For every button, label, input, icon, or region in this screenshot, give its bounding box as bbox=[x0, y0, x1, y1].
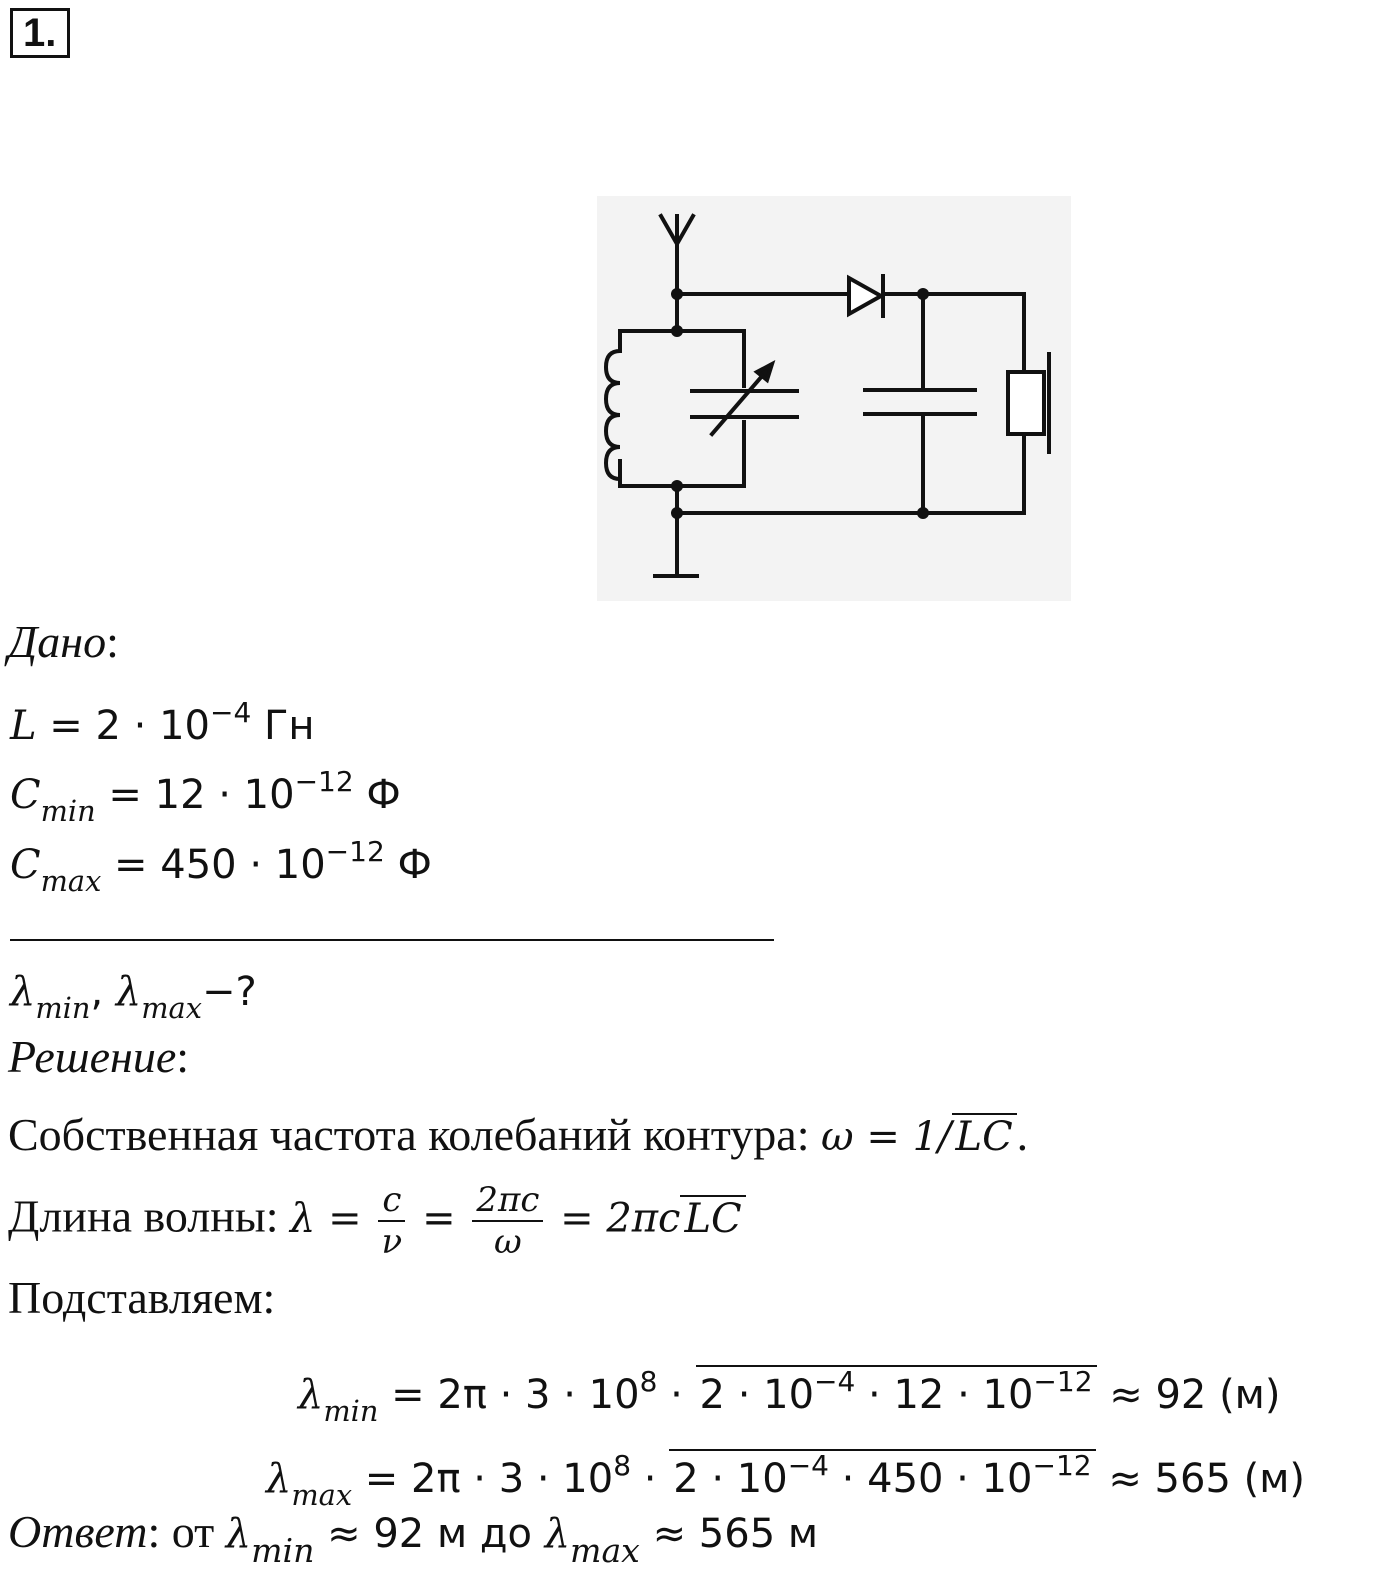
antenna-icon bbox=[661, 216, 693, 294]
earphone-icon bbox=[1008, 354, 1049, 452]
find-line: $\lambda_{min}$, $\lambda_{max}-$? bbox=[10, 969, 257, 1025]
given-L: $L = 2 \cdot 10^{-4}$ Гн bbox=[10, 696, 315, 749]
solution-heading: Решение: bbox=[8, 1031, 190, 1082]
solution-substitute: Подставляем: bbox=[8, 1272, 276, 1323]
calc-lambda-min: $\lambda_{min} = 2\pi \cdot 3 \cdot 10^8 \cdot 2 \cdot 10^{-4} \cdot 12 \cdot 10^{-12} \approx 92$ (м) bbox=[298, 1365, 1281, 1428]
inductor-icon bbox=[606, 351, 620, 479]
diode-icon bbox=[849, 276, 883, 316]
given-heading: Дано: bbox=[8, 616, 119, 667]
given-Cmin: $C_{min} = 12 \cdot 10^{-12}$ Ф bbox=[10, 765, 401, 828]
solution-line-wavelength: Длина волны: λ = $\frac{c}{\nu}$ = $\frac{2\pi c}{\omega}$ = 2πc LC bbox=[8, 1180, 746, 1262]
given-Cmax: $C_{max} = 450 \cdot 10^{-12}$ Ф bbox=[10, 835, 432, 898]
capacitor-icon bbox=[865, 390, 975, 414]
answer-line: Ответ: от $\lambda_{min} \approx 92$ м до $\lambda_{max} \approx 565$ м bbox=[8, 1506, 819, 1570]
solution-line-frequency: Собственная частота колебаний контура: ω = 1/ LC. bbox=[8, 1109, 1029, 1160]
divider bbox=[10, 939, 774, 941]
calc-lambda-max: $\lambda_{max} = 2\pi \cdot 3 \cdot 10^8 \cdot 2 \cdot 10^{-4} \cdot 450 \cdot 10^{-12} \approx 565$ (м) bbox=[266, 1449, 1306, 1512]
problem-number: 1. bbox=[10, 8, 70, 58]
ground-icon bbox=[655, 513, 697, 576]
circuit-diagram bbox=[597, 196, 1071, 601]
